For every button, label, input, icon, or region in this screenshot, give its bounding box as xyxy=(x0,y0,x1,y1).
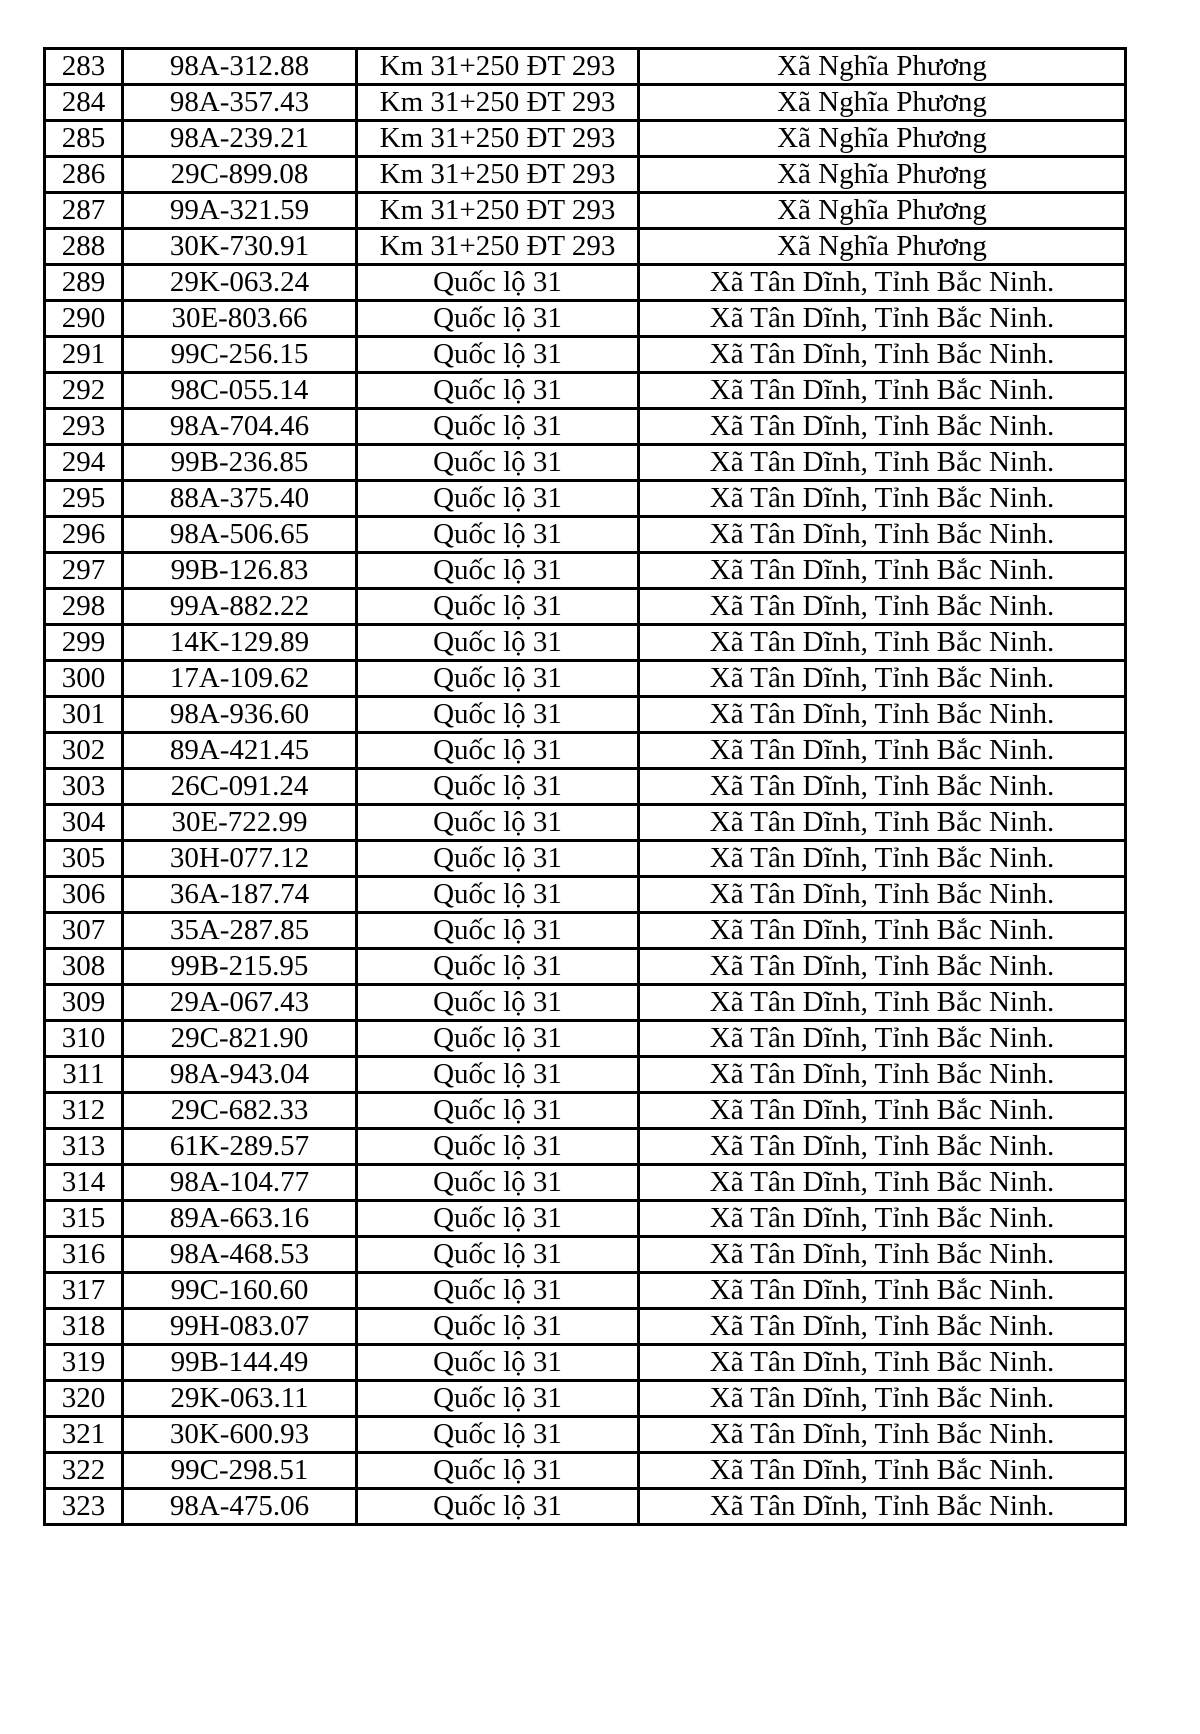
license-plate-cell: 98A-475.06 xyxy=(123,1489,357,1525)
administrative-area-cell: Xã Tân Dĩnh, Tỉnh Bắc Ninh. xyxy=(639,1345,1126,1381)
row-number-cell: 283 xyxy=(45,49,123,85)
violation-location-cell: Quốc lộ 31 xyxy=(357,913,639,949)
table-row xyxy=(45,1057,1126,1093)
row-number-cell: 306 xyxy=(45,877,123,913)
row-number-cell: 313 xyxy=(45,1129,123,1165)
table-row xyxy=(45,949,1126,985)
administrative-area-cell: Xã Tân Dĩnh, Tỉnh Bắc Ninh. xyxy=(639,769,1126,805)
table-row xyxy=(45,1165,1126,1201)
table-row xyxy=(45,661,1126,697)
administrative-area-cell: Xã Nghĩa Phương xyxy=(639,157,1126,193)
row-number-cell: 300 xyxy=(45,661,123,697)
license-plate-cell: 89A-663.16 xyxy=(123,1201,357,1237)
row-number-cell: 312 xyxy=(45,1093,123,1129)
license-plate-cell: 99C-256.15 xyxy=(123,337,357,373)
administrative-area-cell: Xã Tân Dĩnh, Tỉnh Bắc Ninh. xyxy=(639,661,1126,697)
violation-location-cell: Quốc lộ 31 xyxy=(357,877,639,913)
administrative-area-cell: Xã Nghĩa Phương xyxy=(639,193,1126,229)
row-number-cell: 318 xyxy=(45,1309,123,1345)
license-plate-cell: 98A-468.53 xyxy=(123,1237,357,1273)
violation-location-cell: Quốc lộ 31 xyxy=(357,1489,639,1525)
table-row xyxy=(45,265,1126,301)
row-number-cell: 322 xyxy=(45,1453,123,1489)
administrative-area-cell: Xã Tân Dĩnh, Tỉnh Bắc Ninh. xyxy=(639,445,1126,481)
administrative-area-cell: Xã Tân Dĩnh, Tỉnh Bắc Ninh. xyxy=(639,409,1126,445)
administrative-area-cell: Xã Tân Dĩnh, Tỉnh Bắc Ninh. xyxy=(639,1057,1126,1093)
row-number-cell: 284 xyxy=(45,85,123,121)
violation-location-cell: Quốc lộ 31 xyxy=(357,733,639,769)
violation-location-cell: Quốc lộ 31 xyxy=(357,1165,639,1201)
violations-table xyxy=(43,47,1127,1526)
table-row xyxy=(45,733,1126,769)
violation-location-cell: Quốc lộ 31 xyxy=(357,1309,639,1345)
table-row xyxy=(45,1021,1126,1057)
table-row xyxy=(45,301,1126,337)
row-number-cell: 307 xyxy=(45,913,123,949)
violation-location-cell: Quốc lộ 31 xyxy=(357,1057,639,1093)
license-plate-cell: 99B-126.83 xyxy=(123,553,357,589)
table-row xyxy=(45,1093,1126,1129)
row-number-cell: 301 xyxy=(45,697,123,733)
administrative-area-cell: Xã Tân Dĩnh, Tỉnh Bắc Ninh. xyxy=(639,697,1126,733)
administrative-area-cell: Xã Tân Dĩnh, Tỉnh Bắc Ninh. xyxy=(639,301,1126,337)
row-number-cell: 298 xyxy=(45,589,123,625)
table-row xyxy=(45,1309,1126,1345)
license-plate-cell: 30E-722.99 xyxy=(123,805,357,841)
violation-location-cell: Quốc lộ 31 xyxy=(357,1201,639,1237)
administrative-area-cell: Xã Nghĩa Phương xyxy=(639,229,1126,265)
row-number-cell: 317 xyxy=(45,1273,123,1309)
row-number-cell: 285 xyxy=(45,121,123,157)
row-number-cell: 302 xyxy=(45,733,123,769)
row-number-cell: 299 xyxy=(45,625,123,661)
row-number-cell: 295 xyxy=(45,481,123,517)
administrative-area-cell: Xã Tân Dĩnh, Tỉnh Bắc Ninh. xyxy=(639,1201,1126,1237)
table-row xyxy=(45,157,1126,193)
violation-location-cell: Km 31+250 ĐT 293 xyxy=(357,121,639,157)
table-row xyxy=(45,49,1126,85)
administrative-area-cell: Xã Tân Dĩnh, Tỉnh Bắc Ninh. xyxy=(639,1273,1126,1309)
license-plate-cell: 98A-239.21 xyxy=(123,121,357,157)
violation-location-cell: Quốc lộ 31 xyxy=(357,769,639,805)
administrative-area-cell: Xã Tân Dĩnh, Tỉnh Bắc Ninh. xyxy=(639,1381,1126,1417)
row-number-cell: 289 xyxy=(45,265,123,301)
administrative-area-cell: Xã Tân Dĩnh, Tỉnh Bắc Ninh. xyxy=(639,481,1126,517)
violation-location-cell: Quốc lộ 31 xyxy=(357,337,639,373)
table-row xyxy=(45,1273,1126,1309)
violation-location-cell: Quốc lộ 31 xyxy=(357,373,639,409)
administrative-area-cell: Xã Tân Dĩnh, Tỉnh Bắc Ninh. xyxy=(639,1165,1126,1201)
row-number-cell: 319 xyxy=(45,1345,123,1381)
violation-location-cell: Km 31+250 ĐT 293 xyxy=(357,85,639,121)
license-plate-cell: 98A-936.60 xyxy=(123,697,357,733)
table-row xyxy=(45,481,1126,517)
table-body xyxy=(45,49,1126,1525)
row-number-cell: 320 xyxy=(45,1381,123,1417)
administrative-area-cell: Xã Tân Dĩnh, Tỉnh Bắc Ninh. xyxy=(639,1093,1126,1129)
violation-location-cell: Quốc lộ 31 xyxy=(357,949,639,985)
administrative-area-cell: Xã Nghĩa Phương xyxy=(639,121,1126,157)
table-row xyxy=(45,1417,1126,1453)
license-plate-cell: 98C-055.14 xyxy=(123,373,357,409)
table-row xyxy=(45,193,1126,229)
license-plate-cell: 17A-109.62 xyxy=(123,661,357,697)
license-plate-cell: 98A-104.77 xyxy=(123,1165,357,1201)
license-plate-cell: 98A-312.88 xyxy=(123,49,357,85)
license-plate-cell: 29C-899.08 xyxy=(123,157,357,193)
license-plate-cell: 99C-298.51 xyxy=(123,1453,357,1489)
table-row xyxy=(45,373,1126,409)
violation-location-cell: Quốc lộ 31 xyxy=(357,1021,639,1057)
license-plate-cell: 61K-289.57 xyxy=(123,1129,357,1165)
table-row xyxy=(45,697,1126,733)
violation-location-cell: Quốc lộ 31 xyxy=(357,1381,639,1417)
license-plate-cell: 98A-943.04 xyxy=(123,1057,357,1093)
row-number-cell: 294 xyxy=(45,445,123,481)
violation-location-cell: Quốc lộ 31 xyxy=(357,409,639,445)
violation-location-cell: Km 31+250 ĐT 293 xyxy=(357,157,639,193)
license-plate-cell: 98A-704.46 xyxy=(123,409,357,445)
administrative-area-cell: Xã Tân Dĩnh, Tỉnh Bắc Ninh. xyxy=(639,265,1126,301)
row-number-cell: 304 xyxy=(45,805,123,841)
table-row xyxy=(45,877,1126,913)
row-number-cell: 297 xyxy=(45,553,123,589)
license-plate-cell: 98A-506.65 xyxy=(123,517,357,553)
administrative-area-cell: Xã Tân Dĩnh, Tỉnh Bắc Ninh. xyxy=(639,985,1126,1021)
table-row xyxy=(45,121,1126,157)
administrative-area-cell: Xã Tân Dĩnh, Tỉnh Bắc Ninh. xyxy=(639,1489,1126,1525)
table-row xyxy=(45,985,1126,1021)
row-number-cell: 315 xyxy=(45,1201,123,1237)
violation-location-cell: Km 31+250 ĐT 293 xyxy=(357,49,639,85)
table-row xyxy=(45,1381,1126,1417)
violation-location-cell: Quốc lộ 31 xyxy=(357,1345,639,1381)
row-number-cell: 292 xyxy=(45,373,123,409)
administrative-area-cell: Xã Tân Dĩnh, Tỉnh Bắc Ninh. xyxy=(639,733,1126,769)
violation-location-cell: Quốc lộ 31 xyxy=(357,481,639,517)
table-row xyxy=(45,769,1126,805)
violation-location-cell: Quốc lộ 31 xyxy=(357,1129,639,1165)
license-plate-cell: 14K-129.89 xyxy=(123,625,357,661)
table-row xyxy=(45,589,1126,625)
table-row xyxy=(45,1237,1126,1273)
table-row xyxy=(45,409,1126,445)
table-row xyxy=(45,517,1126,553)
table-row xyxy=(45,841,1126,877)
table-row xyxy=(45,625,1126,661)
license-plate-cell: 29A-067.43 xyxy=(123,985,357,1021)
row-number-cell: 293 xyxy=(45,409,123,445)
administrative-area-cell: Xã Tân Dĩnh, Tỉnh Bắc Ninh. xyxy=(639,913,1126,949)
administrative-area-cell: Xã Tân Dĩnh, Tỉnh Bắc Ninh. xyxy=(639,337,1126,373)
license-plate-cell: 29K-063.11 xyxy=(123,1381,357,1417)
violation-location-cell: Quốc lộ 31 xyxy=(357,1237,639,1273)
table-row xyxy=(45,553,1126,589)
license-plate-cell: 26C-091.24 xyxy=(123,769,357,805)
administrative-area-cell: Xã Tân Dĩnh, Tỉnh Bắc Ninh. xyxy=(639,949,1126,985)
license-plate-cell: 99H-083.07 xyxy=(123,1309,357,1345)
row-number-cell: 309 xyxy=(45,985,123,1021)
license-plate-cell: 89A-421.45 xyxy=(123,733,357,769)
violation-location-cell: Quốc lộ 31 xyxy=(357,625,639,661)
table-row xyxy=(45,1129,1126,1165)
administrative-area-cell: Xã Nghĩa Phương xyxy=(639,49,1126,85)
violation-location-cell: Quốc lộ 31 xyxy=(357,1093,639,1129)
table-row xyxy=(45,1201,1126,1237)
administrative-area-cell: Xã Tân Dĩnh, Tỉnh Bắc Ninh. xyxy=(639,517,1126,553)
license-plate-cell: 30K-730.91 xyxy=(123,229,357,265)
row-number-cell: 308 xyxy=(45,949,123,985)
administrative-area-cell: Xã Tân Dĩnh, Tỉnh Bắc Ninh. xyxy=(639,553,1126,589)
row-number-cell: 316 xyxy=(45,1237,123,1273)
table-row xyxy=(45,805,1126,841)
row-number-cell: 321 xyxy=(45,1417,123,1453)
administrative-area-cell: Xã Tân Dĩnh, Tỉnh Bắc Ninh. xyxy=(639,1417,1126,1453)
license-plate-cell: 29C-821.90 xyxy=(123,1021,357,1057)
violation-location-cell: Km 31+250 ĐT 293 xyxy=(357,193,639,229)
row-number-cell: 290 xyxy=(45,301,123,337)
row-number-cell: 323 xyxy=(45,1489,123,1525)
violation-location-cell: Quốc lộ 31 xyxy=(357,517,639,553)
administrative-area-cell: Xã Tân Dĩnh, Tỉnh Bắc Ninh. xyxy=(639,1129,1126,1165)
violation-location-cell: Quốc lộ 31 xyxy=(357,553,639,589)
administrative-area-cell: Xã Tân Dĩnh, Tỉnh Bắc Ninh. xyxy=(639,1453,1126,1489)
administrative-area-cell: Xã Tân Dĩnh, Tỉnh Bắc Ninh. xyxy=(639,625,1126,661)
license-plate-cell: 88A-375.40 xyxy=(123,481,357,517)
row-number-cell: 305 xyxy=(45,841,123,877)
row-number-cell: 311 xyxy=(45,1057,123,1093)
row-number-cell: 291 xyxy=(45,337,123,373)
administrative-area-cell: Xã Tân Dĩnh, Tỉnh Bắc Ninh. xyxy=(639,1309,1126,1345)
violation-location-cell: Quốc lộ 31 xyxy=(357,1273,639,1309)
administrative-area-cell: Xã Tân Dĩnh, Tỉnh Bắc Ninh. xyxy=(639,805,1126,841)
license-plate-cell: 99A-882.22 xyxy=(123,589,357,625)
row-number-cell: 288 xyxy=(45,229,123,265)
table-row xyxy=(45,445,1126,481)
license-plate-cell: 30H-077.12 xyxy=(123,841,357,877)
license-plate-cell: 36A-187.74 xyxy=(123,877,357,913)
violation-location-cell: Quốc lộ 31 xyxy=(357,301,639,337)
violation-location-cell: Quốc lộ 31 xyxy=(357,1417,639,1453)
violation-location-cell: Quốc lộ 31 xyxy=(357,985,639,1021)
violation-location-cell: Quốc lộ 31 xyxy=(357,697,639,733)
license-plate-cell: 98A-357.43 xyxy=(123,85,357,121)
row-number-cell: 296 xyxy=(45,517,123,553)
license-plate-cell: 99B-215.95 xyxy=(123,949,357,985)
administrative-area-cell: Xã Tân Dĩnh, Tỉnh Bắc Ninh. xyxy=(639,841,1126,877)
license-plate-cell: 30E-803.66 xyxy=(123,301,357,337)
row-number-cell: 286 xyxy=(45,157,123,193)
table-row xyxy=(45,337,1126,373)
violation-location-cell: Quốc lộ 31 xyxy=(357,445,639,481)
row-number-cell: 314 xyxy=(45,1165,123,1201)
violation-location-cell: Km 31+250 ĐT 293 xyxy=(357,229,639,265)
violation-location-cell: Quốc lộ 31 xyxy=(357,841,639,877)
license-plate-cell: 99B-236.85 xyxy=(123,445,357,481)
administrative-area-cell: Xã Nghĩa Phương xyxy=(639,85,1126,121)
license-plate-cell: 99A-321.59 xyxy=(123,193,357,229)
table-row xyxy=(45,913,1126,949)
administrative-area-cell: Xã Tân Dĩnh, Tỉnh Bắc Ninh. xyxy=(639,1237,1126,1273)
violation-location-cell: Quốc lộ 31 xyxy=(357,265,639,301)
license-plate-cell: 99B-144.49 xyxy=(123,1345,357,1381)
license-plate-cell: 99C-160.60 xyxy=(123,1273,357,1309)
administrative-area-cell: Xã Tân Dĩnh, Tỉnh Bắc Ninh. xyxy=(639,373,1126,409)
table-row xyxy=(45,85,1126,121)
table-row xyxy=(45,1489,1126,1525)
violation-location-cell: Quốc lộ 31 xyxy=(357,589,639,625)
row-number-cell: 287 xyxy=(45,193,123,229)
license-plate-cell: 30K-600.93 xyxy=(123,1417,357,1453)
administrative-area-cell: Xã Tân Dĩnh, Tỉnh Bắc Ninh. xyxy=(639,1021,1126,1057)
administrative-area-cell: Xã Tân Dĩnh, Tỉnh Bắc Ninh. xyxy=(639,589,1126,625)
violation-location-cell: Quốc lộ 31 xyxy=(357,661,639,697)
table-row xyxy=(45,1453,1126,1489)
table-row xyxy=(45,1345,1126,1381)
administrative-area-cell: Xã Tân Dĩnh, Tỉnh Bắc Ninh. xyxy=(639,877,1126,913)
violation-location-cell: Quốc lộ 31 xyxy=(357,805,639,841)
license-plate-cell: 35A-287.85 xyxy=(123,913,357,949)
license-plate-cell: 29C-682.33 xyxy=(123,1093,357,1129)
license-plate-cell: 29K-063.24 xyxy=(123,265,357,301)
row-number-cell: 303 xyxy=(45,769,123,805)
violation-location-cell: Quốc lộ 31 xyxy=(357,1453,639,1489)
table-row xyxy=(45,229,1126,265)
row-number-cell: 310 xyxy=(45,1021,123,1057)
